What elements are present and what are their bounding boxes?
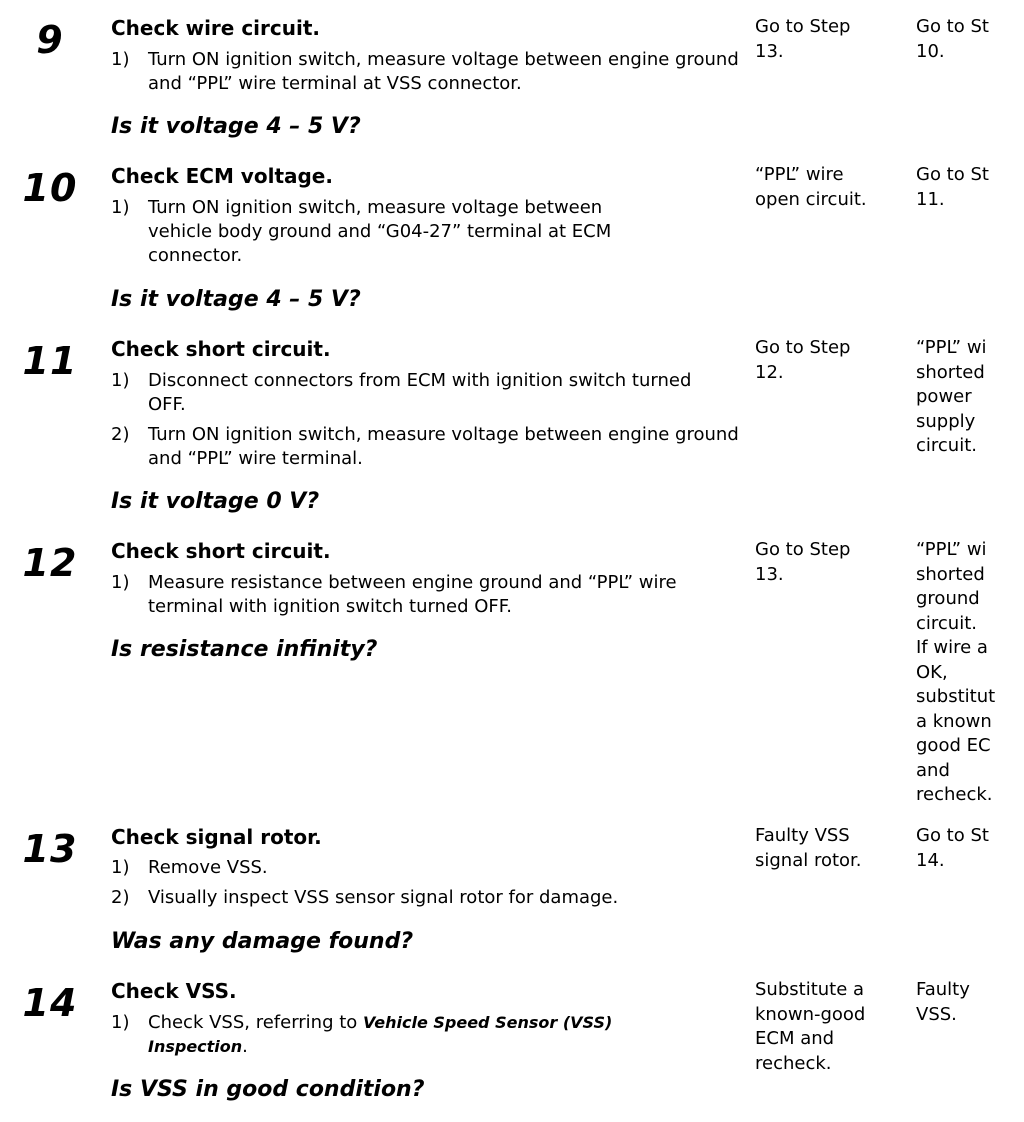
substep (111, 196, 741, 268)
step-question: Was any damage found? (111, 929, 414, 954)
substep-text-before: Check VSS, referring to (148, 1012, 364, 1033)
substep-text: Turn ON ignition switch, measure voltage between engine ground and “PPL” wire terminal. (148, 424, 739, 469)
substep-index: 1) (111, 49, 130, 70)
step-question: Is VSS in good condition? (111, 1077, 425, 1102)
step-question: Is it voltage 0 V? (111, 489, 320, 514)
step-title: Check ECM voltage. (111, 164, 333, 188)
step-number: 10 (22, 166, 78, 210)
step-question: Is it voltage 4 – 5 V? (111, 287, 361, 312)
substep-index: 1) (111, 1012, 130, 1033)
no-action: “PPL” wi shorted ground circuit. If wire a OK, substitut a known good EC and recheck. (916, 539, 996, 805)
yes-action: Go to Step 13. (755, 539, 851, 585)
no-action: Go to St 10. (916, 16, 989, 62)
no-action: Faulty VSS. (916, 979, 970, 1025)
yes-action: Substitute a known-good ECM and recheck. (755, 979, 866, 1074)
yes-action: “PPL” wire open circuit. (755, 164, 867, 210)
substep (111, 369, 741, 417)
substep (111, 886, 741, 910)
substep (111, 423, 741, 471)
substep-text: Remove VSS. (148, 857, 268, 878)
substep (111, 571, 741, 619)
substep-text: Disconnect connectors from ECM with ignition switch turned OFF. (148, 370, 692, 415)
substep-text: Turn ON ignition switch, measure voltage between engine ground and “PPL” wire terminal at VSS connector. (148, 49, 739, 94)
step-question: Is resistance infinity? (111, 637, 378, 662)
yes-action: Go to Step 13. (755, 16, 851, 62)
substep (111, 856, 741, 880)
step-question: Is it voltage 4 – 5 V? (111, 114, 361, 139)
substep-text (148, 1011, 741, 1059)
step-number: 11 (22, 339, 78, 383)
step-number: 13 (22, 827, 78, 871)
substep-text: Turn ON ignition switch, measure voltage between vehicle body ground and “G04-27” terminal at ECM connector. (148, 197, 612, 266)
no-action: Go to St 14. (916, 825, 989, 871)
step-title: Check wire circuit. (111, 16, 321, 40)
no-action: “PPL” wi shorted power supply circuit. (916, 337, 987, 456)
step-title: Check short circuit. (111, 539, 331, 563)
substep-index: 2) (111, 887, 130, 908)
substep-index: 1) (111, 857, 130, 878)
substep-text-after: . (242, 1036, 248, 1057)
yes-action: Faulty VSS signal rotor. (755, 825, 862, 871)
step-title: Check short circuit. (111, 337, 331, 361)
substep-index: 2) (111, 424, 130, 445)
step-number: 9 (36, 18, 64, 62)
no-action: Go to St 11. (916, 164, 989, 210)
yes-action: Go to Step 12. (755, 337, 851, 383)
substep-text: Measure resistance between engine ground and “PPL” wire terminal with ignition switch turned OFF. (148, 572, 677, 617)
inspection-reference: Vehicle Speed Sensor (VSS) Inspection (148, 1013, 613, 1056)
substep (111, 1011, 741, 1059)
substep (111, 48, 741, 96)
substep-text: Visually inspect VSS sensor signal rotor for damage. (148, 887, 619, 908)
substep-index: 1) (111, 197, 130, 218)
step-number: 14 (22, 981, 78, 1025)
substep-index: 1) (111, 572, 130, 593)
step-number: 12 (22, 541, 78, 585)
step-title: Check VSS. (111, 979, 237, 1003)
step-title: Check signal rotor. (111, 825, 322, 849)
substep-index: 1) (111, 370, 130, 391)
